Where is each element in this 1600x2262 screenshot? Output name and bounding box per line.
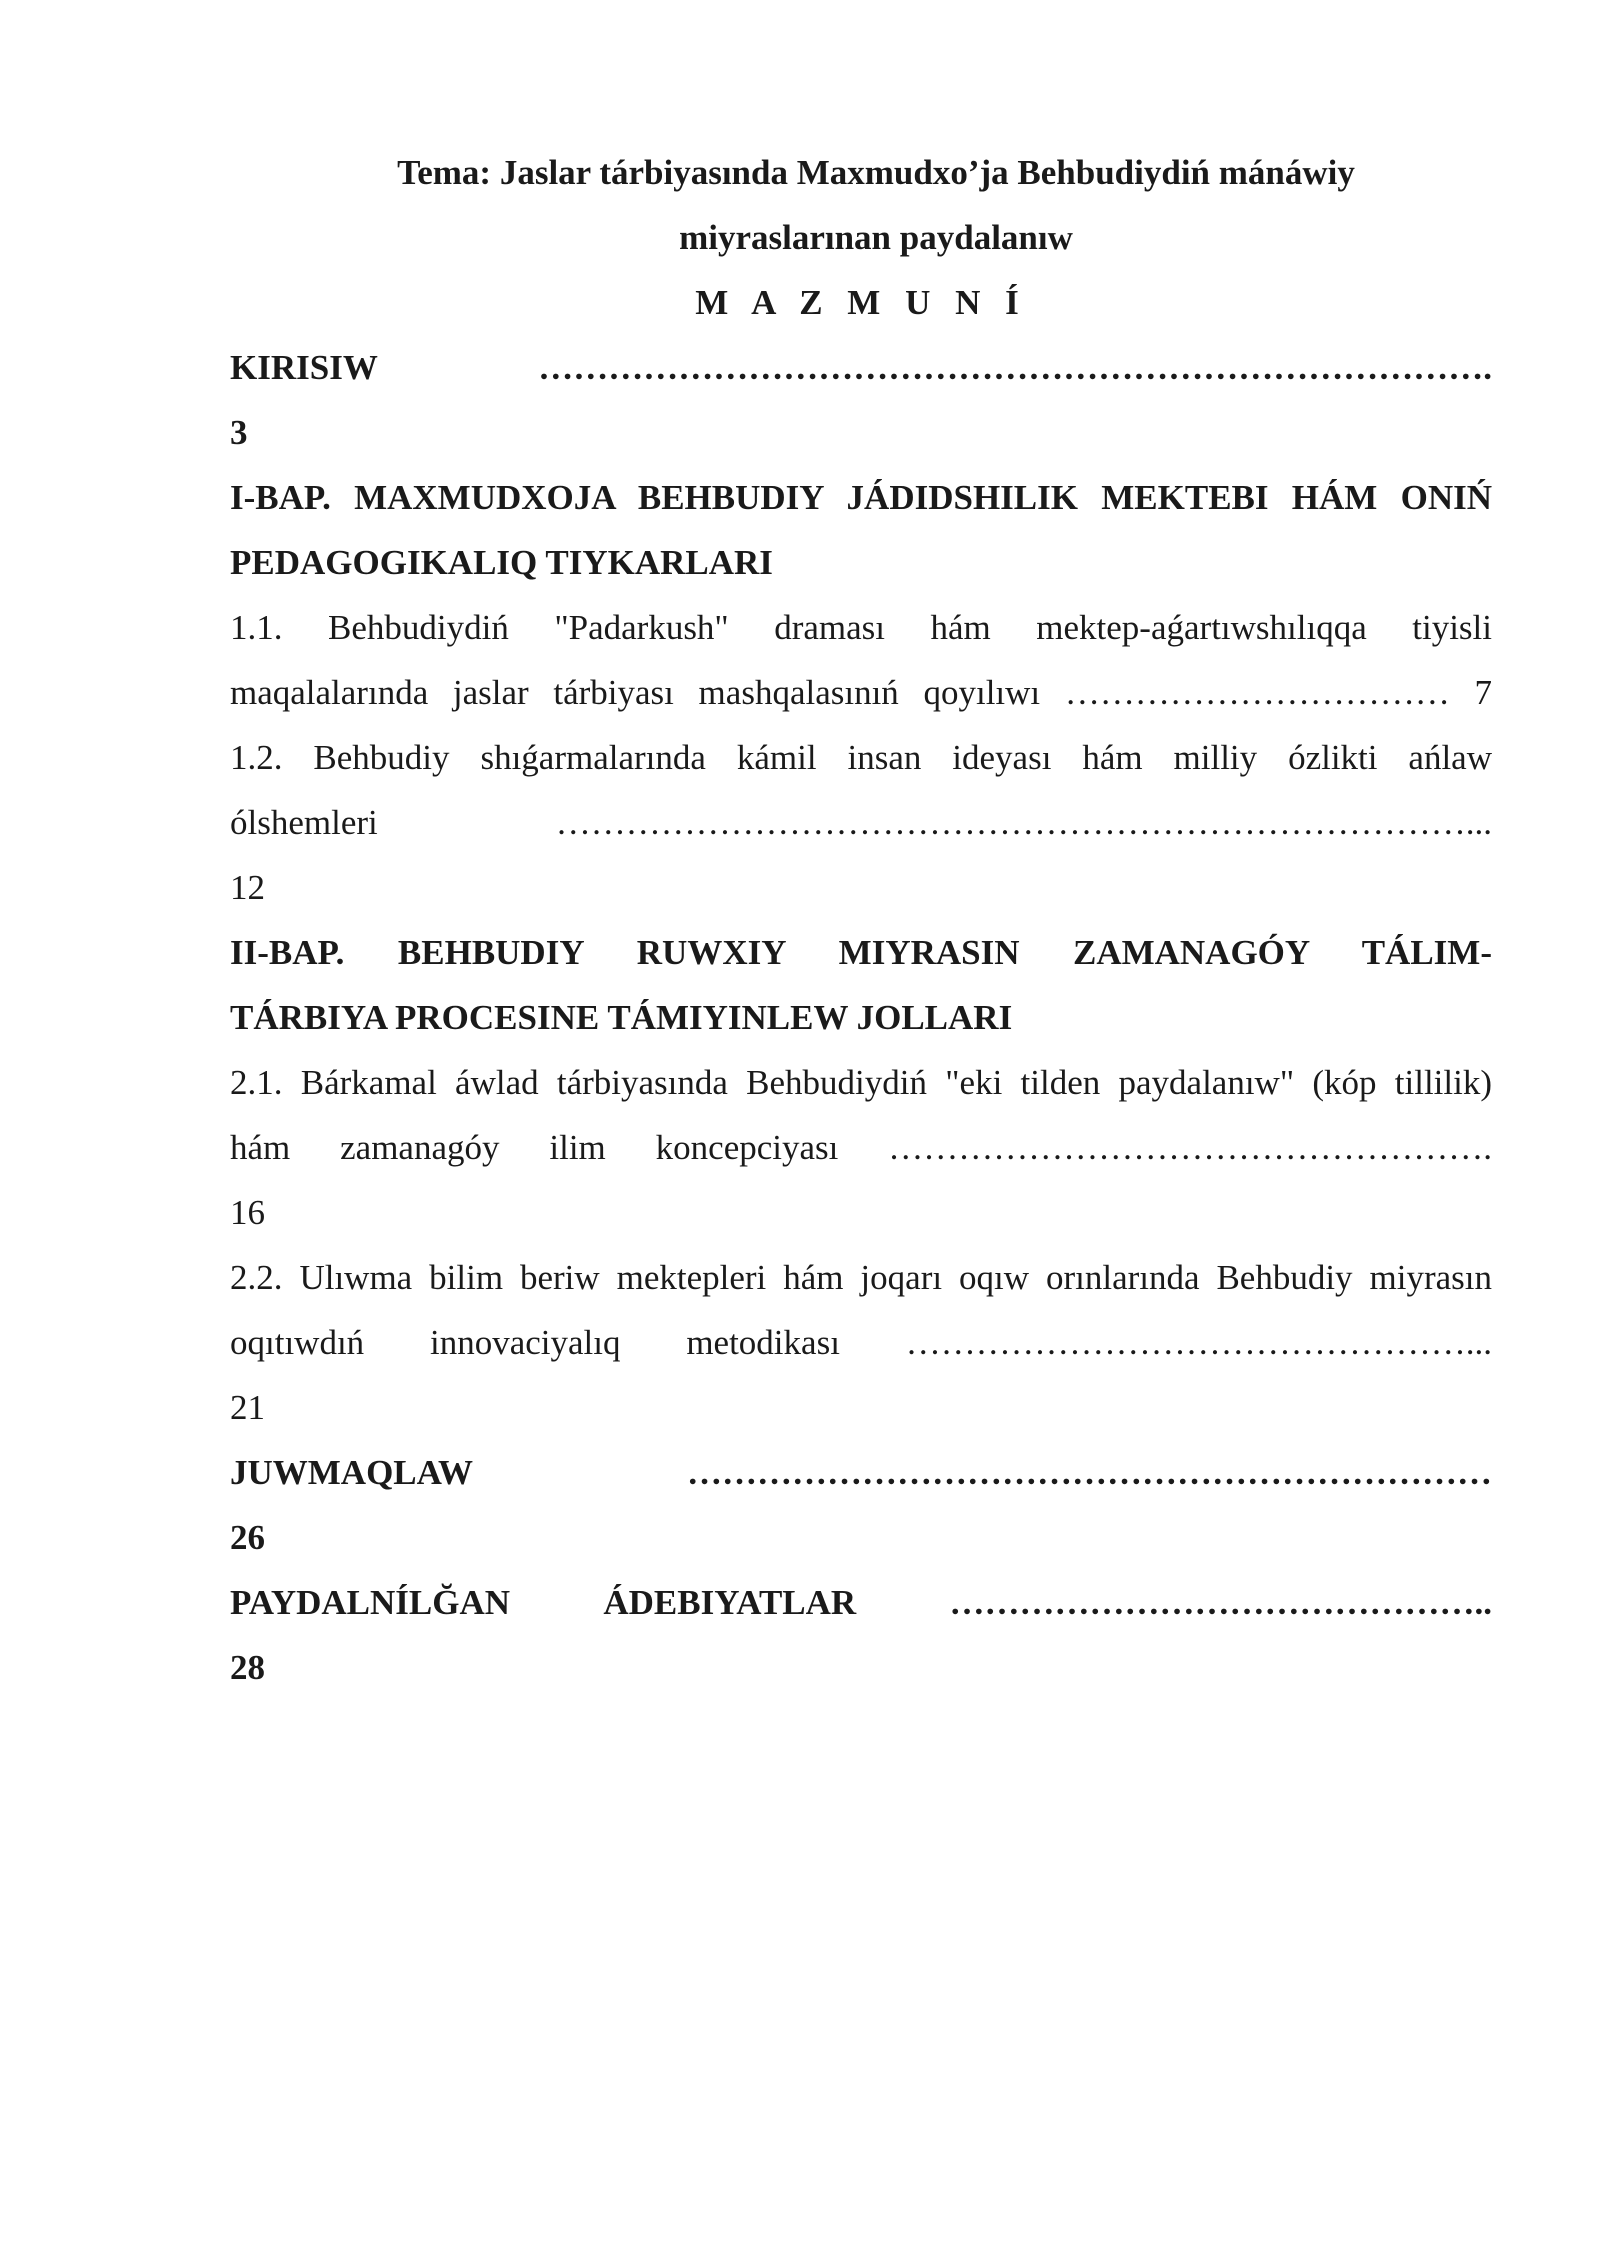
toc-section-2-1-leader: ……………………………………………. bbox=[888, 1128, 1492, 1167]
toc-section-2-2-leader: …………………………………………... bbox=[905, 1323, 1492, 1362]
toc-section-1-2-line-2 bbox=[230, 790, 1492, 855]
toc-section-2-1-line-1: 2.1. Bárkamal áwlad tárbiyasında Behbudiydiń "eki tilden paydalanıw" (kóp tillilik) bbox=[230, 1063, 1492, 1102]
toc-section-2-2-label: oqıtıwdıń innovaciyalıq metodikası bbox=[230, 1323, 840, 1362]
document-title-line-2: miyraslarınan paydalanıw bbox=[679, 218, 1073, 257]
toc-section-1-2-leader: ……………………………………………………………………... bbox=[555, 803, 1492, 842]
toc-chapter-1-line-2: PEDAGOGIKALIQ TIYKARLARI bbox=[230, 543, 773, 582]
toc-section-1-2-label: ólshemleri bbox=[230, 803, 378, 842]
toc-intro-label: KIRISIW bbox=[230, 348, 378, 387]
toc-section-2-1-label: hám zamanagóy ilim koncepciyası bbox=[230, 1128, 839, 1167]
toc-intro-leader: ………………………………………………………………………. bbox=[538, 348, 1492, 387]
toc-entry-conclusion bbox=[230, 1440, 1492, 1505]
toc-chapter-2-line-1: II-BAP. BEHBUDIY RUWXIY MIYRASIN ZAMANAGÓY TÁLIM- bbox=[230, 933, 1492, 972]
toc-section-1-2-line-1: 1.2. Behbudiy shıǵarmalarında kámil insan ideyası hám milliy ózlikti ańlaw bbox=[230, 738, 1492, 777]
toc-entry-references bbox=[230, 1570, 1492, 1635]
contents-heading: M A Z M U N Í bbox=[695, 283, 1027, 322]
toc-section-1-1-line-1: 1.1. Behbudiydiń "Padarkush" draması hám mektep-aǵartıwshılıqqa tiyisli bbox=[230, 608, 1492, 647]
toc-conclusion-page: 26 bbox=[230, 1518, 265, 1557]
toc-section-1-1-text: maqalalarında jaslar tárbiyası mashqalasınıń qoyılıwı …………………………… bbox=[230, 673, 1450, 712]
toc-chapter-1-line-1: I-BAP. MAXMUDXOJA BEHBUDIY JÁDIDSHILIK MEKTEBI HÁM ONIŃ bbox=[230, 478, 1492, 517]
toc-references-page: 28 bbox=[230, 1648, 265, 1687]
document-title-line-1: Tema: Jaslar tárbiyasında Maxmudxo’ja Behbudiydiń mánáwiy bbox=[397, 153, 1355, 192]
toc-section-1-1-page: 7 bbox=[1474, 673, 1492, 712]
toc-entry-intro bbox=[230, 335, 1492, 400]
toc-section-2-2-page: 21 bbox=[230, 1388, 265, 1427]
toc-section-2-1-page: 16 bbox=[230, 1193, 265, 1232]
toc-references-label: PAYDALNÍLĞAN ÁDEBIYATLAR bbox=[230, 1583, 857, 1622]
toc-section-2-2-line-2 bbox=[230, 1310, 1492, 1375]
toc-section-2-2-line-1: 2.2. Ulıwma bilim beriw mektepleri hám joqarı oqıw orınlarında Behbudiy miyrasın bbox=[230, 1258, 1492, 1297]
toc-chapter-2-line-2: TÁRBIYA PROCESINE TÁMIYINLEW JOLLARI bbox=[230, 998, 1013, 1037]
toc-references-leader: ……………………………………….. bbox=[949, 1583, 1492, 1622]
document-page bbox=[230, 140, 1492, 1700]
toc-intro-page: 3 bbox=[230, 413, 248, 452]
toc-section-1-1-line-2 bbox=[230, 660, 1492, 725]
toc-conclusion-label: JUWMAQLAW bbox=[230, 1453, 473, 1492]
toc-section-2-1-line-2 bbox=[230, 1115, 1492, 1180]
toc-section-1-2-page: 12 bbox=[230, 868, 265, 907]
toc-conclusion-leader: …………………………………………………………… bbox=[687, 1453, 1492, 1492]
